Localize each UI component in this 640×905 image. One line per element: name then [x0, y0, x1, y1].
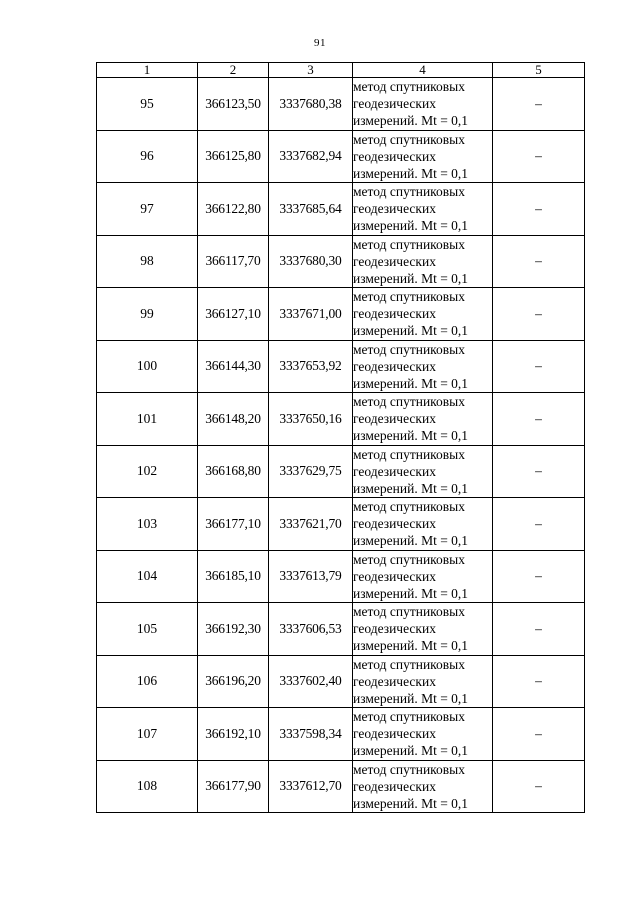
method-line: метод спутниковых: [353, 184, 465, 200]
method-line: метод спутниковых: [353, 656, 465, 672]
table-body: [97, 78, 585, 813]
method-line: геодезических: [353, 253, 436, 269]
method-cell: [353, 235, 493, 288]
method-cell: [353, 708, 493, 761]
x-coordinate-cell: 366127,10: [198, 288, 269, 341]
method-line: измерений. Mt = 0,1: [353, 113, 469, 129]
x-coordinate-cell: 366144,30: [198, 340, 269, 393]
note-cell: –: [493, 550, 585, 603]
note-cell: –: [493, 393, 585, 446]
x-coordinate-cell: 366148,20: [198, 393, 269, 446]
point-number-cell: 97: [97, 183, 198, 236]
method-line: метод спутниковых: [353, 394, 465, 410]
header-row: [97, 63, 585, 78]
y-coordinate-cell: 3337653,92: [269, 340, 353, 393]
method-line: геодезических: [353, 148, 436, 164]
x-coordinate-cell: 366192,10: [198, 708, 269, 761]
note-cell: –: [493, 760, 585, 813]
method-line: геодезических: [353, 358, 436, 374]
y-coordinate-cell: 3337606,53: [269, 603, 353, 656]
x-coordinate-cell: 366177,10: [198, 498, 269, 551]
note-cell: –: [493, 655, 585, 708]
x-coordinate-cell: 366117,70: [198, 235, 269, 288]
method-cell: [353, 340, 493, 393]
method-line: метод спутниковых: [353, 79, 465, 95]
table-row: [97, 288, 585, 341]
method-line: измерений. Mt = 0,1: [353, 480, 469, 496]
table-row: [97, 393, 585, 446]
point-number-cell: 96: [97, 130, 198, 183]
method-line: метод спутниковых: [353, 341, 465, 357]
table-row: [97, 760, 585, 813]
y-coordinate-cell: 3337621,70: [269, 498, 353, 551]
method-cell: [353, 288, 493, 341]
y-coordinate-cell: 3337602,40: [269, 655, 353, 708]
method-line: измерений. Mt = 0,1: [353, 690, 469, 706]
method-cell: [353, 393, 493, 446]
method-line: геодезических: [353, 726, 436, 742]
y-coordinate-cell: 3337671,00: [269, 288, 353, 341]
method-line: метод спутниковых: [353, 604, 465, 620]
method-line: измерений. Mt = 0,1: [353, 743, 469, 759]
y-coordinate-cell: 3337629,75: [269, 445, 353, 498]
table-row: [97, 130, 585, 183]
table-row: [97, 340, 585, 393]
x-coordinate-cell: 366123,50: [198, 78, 269, 131]
method-cell: [353, 550, 493, 603]
method-line: геодезических: [353, 621, 436, 637]
y-coordinate-cell: 3337598,34: [269, 708, 353, 761]
method-line: геодезических: [353, 778, 436, 794]
y-coordinate-cell: 3337680,38: [269, 78, 353, 131]
method-line: геодезических: [353, 673, 436, 689]
table-row: [97, 498, 585, 551]
x-coordinate-cell: 366196,20: [198, 655, 269, 708]
method-line: метод спутниковых: [353, 709, 465, 725]
table-row: [97, 550, 585, 603]
method-line: измерений. Mt = 0,1: [353, 218, 469, 234]
note-cell: –: [493, 130, 585, 183]
header-col-3: 3: [269, 63, 353, 78]
header-col-5: 5: [493, 63, 585, 78]
y-coordinate-cell: 3337682,94: [269, 130, 353, 183]
point-number-cell: 98: [97, 235, 198, 288]
y-coordinate-cell: 3337685,64: [269, 183, 353, 236]
table-row: [97, 708, 585, 761]
point-number-cell: 99: [97, 288, 198, 341]
point-number-cell: 101: [97, 393, 198, 446]
method-line: геодезических: [353, 201, 436, 217]
method-cell: [353, 655, 493, 708]
point-number-cell: 102: [97, 445, 198, 498]
point-number-cell: 103: [97, 498, 198, 551]
note-cell: –: [493, 708, 585, 761]
note-cell: –: [493, 498, 585, 551]
method-cell: [353, 760, 493, 813]
method-line: геодезических: [353, 516, 436, 532]
table-row: [97, 183, 585, 236]
header-col-4: 4: [353, 63, 493, 78]
note-cell: –: [493, 340, 585, 393]
point-number-cell: 100: [97, 340, 198, 393]
x-coordinate-cell: 366185,10: [198, 550, 269, 603]
method-cell: [353, 130, 493, 183]
method-line: измерений. Mt = 0,1: [353, 165, 469, 181]
header-col-2: 2: [198, 63, 269, 78]
method-line: метод спутниковых: [353, 551, 465, 567]
point-number-cell: 104: [97, 550, 198, 603]
x-coordinate-cell: 366125,80: [198, 130, 269, 183]
method-line: измерений. Mt = 0,1: [353, 533, 469, 549]
y-coordinate-cell: 3337612,70: [269, 760, 353, 813]
method-line: измерений. Mt = 0,1: [353, 795, 469, 811]
note-cell: –: [493, 445, 585, 498]
method-line: геодезических: [353, 306, 436, 322]
method-line: метод спутниковых: [353, 446, 465, 462]
table-row: [97, 445, 585, 498]
x-coordinate-cell: 366122,80: [198, 183, 269, 236]
table-row: [97, 235, 585, 288]
header-col-1: 1: [97, 63, 198, 78]
x-coordinate-cell: 366177,90: [198, 760, 269, 813]
table-row: [97, 603, 585, 656]
method-line: геодезических: [353, 411, 436, 427]
point-number-cell: 107: [97, 708, 198, 761]
note-cell: –: [493, 235, 585, 288]
method-line: измерений. Mt = 0,1: [353, 638, 469, 654]
method-line: метод спутниковых: [353, 499, 465, 515]
y-coordinate-cell: 3337613,79: [269, 550, 353, 603]
method-line: геодезических: [353, 568, 436, 584]
method-line: геодезических: [353, 463, 436, 479]
method-line: геодезических: [353, 96, 436, 112]
note-cell: –: [493, 78, 585, 131]
point-number-cell: 95: [97, 78, 198, 131]
y-coordinate-cell: 3337650,16: [269, 393, 353, 446]
table-row: [97, 655, 585, 708]
method-line: измерений. Mt = 0,1: [353, 323, 469, 339]
note-cell: –: [493, 183, 585, 236]
x-coordinate-cell: 366192,30: [198, 603, 269, 656]
method-cell: [353, 183, 493, 236]
method-line: метод спутниковых: [353, 761, 465, 777]
page-number: 91: [314, 37, 326, 49]
x-coordinate-cell: 366168,80: [198, 445, 269, 498]
method-line: метод спутниковых: [353, 289, 465, 305]
method-cell: [353, 498, 493, 551]
point-number-cell: 105: [97, 603, 198, 656]
method-line: измерений. Mt = 0,1: [353, 585, 469, 601]
method-cell: [353, 445, 493, 498]
coordinates-table: [96, 62, 585, 813]
note-cell: –: [493, 288, 585, 341]
method-line: измерений. Mt = 0,1: [353, 375, 469, 391]
point-number-cell: 106: [97, 655, 198, 708]
method-line: измерений. Mt = 0,1: [353, 428, 469, 444]
point-number-cell: 108: [97, 760, 198, 813]
table-row: [97, 78, 585, 131]
note-cell: –: [493, 603, 585, 656]
method-line: метод спутниковых: [353, 236, 465, 252]
method-line: метод спутниковых: [353, 131, 465, 147]
method-cell: [353, 603, 493, 656]
method-line: измерений. Mt = 0,1: [353, 270, 469, 286]
method-cell: [353, 78, 493, 131]
y-coordinate-cell: 3337680,30: [269, 235, 353, 288]
